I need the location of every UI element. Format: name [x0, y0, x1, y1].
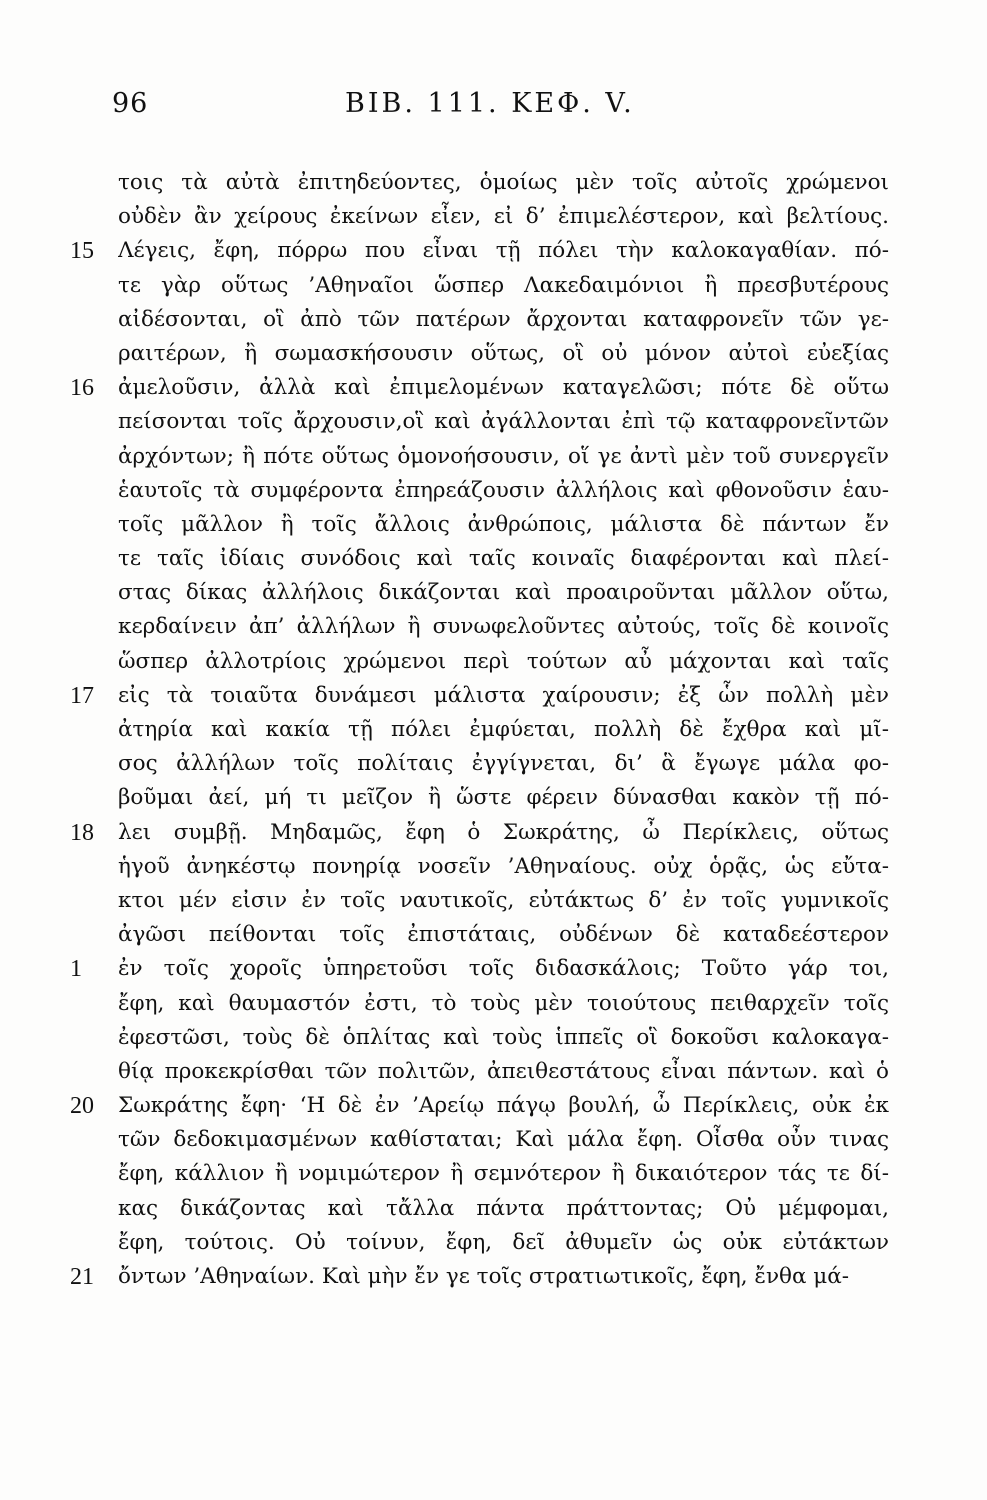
line-text: ὥσπερ ἀλλοτρίοις χρώμενοι περὶ τούτων αὖ μάχονται καὶ ταῖς — [118, 648, 889, 674]
text-line — [70, 1055, 890, 1089]
text-line — [70, 747, 890, 781]
section-marker: 20 — [70, 1093, 94, 1120]
text-line — [70, 713, 890, 747]
text-line — [70, 918, 890, 952]
section-marker: 18 — [70, 819, 94, 846]
body-text — [70, 166, 890, 1294]
text-line — [70, 474, 890, 508]
text-line — [70, 200, 890, 234]
line-text: τοῖς μᾶλλον ἢ τοῖς ἄλλοις ἀνθρώποις, μάλιστα δὲ πάντων ἔν — [118, 511, 889, 537]
line-text: Σωκράτης ἔφη· ‘Η δὲ ἐν ’Αρείῳ πάγῳ βουλή, ὦ Περίκλεις, οὐκ ἐκ — [118, 1093, 889, 1119]
text-line — [70, 576, 890, 610]
text-line — [70, 1260, 890, 1294]
line-text: στας δίκας ἀλλήλοις δικάζονται καὶ προαιροῦνται μᾶλλον οὕτω, — [118, 580, 889, 606]
text-line — [70, 884, 890, 918]
section-marker: 17 — [70, 682, 94, 709]
running-head: ΒΙΒ. 111. ΚΕΦ. V. — [345, 88, 635, 119]
section-marker: 21 — [70, 1264, 94, 1290]
line-text: ἡγοῦ ἀνηκέστῳ πονηρίᾳ νοσεῖν ’Αθηναίους. οὐχ ὁρᾷς, ὡς εὔτα- — [118, 853, 889, 879]
line-text: κας δικάζοντας καὶ τἄλλα πάντα πράττοντας; Οὐ μέμφομαι, — [118, 1195, 889, 1221]
text-line — [70, 440, 890, 474]
line-text: ἔφη, τούτοις. Οὐ τοίνυν, ἔφη, δεῖ ἀθυμεῖν ὡς οὐκ εὐτάκτων — [118, 1229, 889, 1255]
line-text: ὄντων ’Αθηναίων. Καὶ μὴν ἔν γε τοῖς στρατιωτικοῖς, ἔφη, ἔνθα μά- — [118, 1264, 850, 1289]
text-line — [70, 371, 890, 405]
line-text: πείσονται τοῖς ἄρχουσιν,οἳ καὶ ἀγάλλονται ἐπὶ τῷ καταφρονεῖντῶν — [118, 409, 889, 435]
line-text: ἑαυτοῖς τὰ συμφέροντα ἐπηρεάζουσιν ἀλλήλοις καὶ φθονοῦσιν ἑαυ- — [118, 477, 889, 503]
line-text: λει συμβῇ. Μηδαμῶς, ἔφη ὁ Σωκράτης, ὦ Περίκλεις, οὕτως — [118, 819, 889, 845]
text-line — [70, 987, 890, 1021]
text-line — [70, 1089, 890, 1123]
text-line — [70, 405, 890, 439]
line-text: Λέγεις, ἔφη, πόρρω που εἶναι τῇ πόλει τὴν καλοκαγαθίαν. πό- — [118, 238, 889, 264]
text-line — [70, 850, 890, 884]
section-marker: 15 — [70, 238, 94, 265]
text-line — [70, 952, 890, 986]
text-line — [70, 337, 890, 371]
line-text: ἐφεστῶσι, τοὺς δὲ ὁπλίτας καὶ τοὺς ἱππεῖς οἳ δοκοῦσι καλοκαγα- — [118, 1024, 889, 1050]
line-text: ἔφη, καὶ θαυμαστόν ἐστι, τὸ τοὺς μὲν τοιούτους πειθαρχεῖν τοῖς — [118, 990, 889, 1016]
line-text: ἀγῶσι πείθονται τοῖς ἐπιστάταις, οὐδένων δὲ καταδεέστερον — [118, 922, 889, 948]
text-line — [70, 269, 890, 303]
line-text: κερδαίνειν ἀπ’ ἀλλήλων ἢ συνωφελοῦντες αὐτούς, τοῖς δὲ κοινοῖς — [118, 614, 889, 640]
text-line — [70, 781, 890, 815]
line-text: ἐν τοῖς χοροῖς ὑπηρετοῦσι τοῖς διδασκάλοις; Τοῦτο γάρ τοι, — [118, 956, 889, 982]
line-text: κτοι μέν εἰσιν ἐν τοῖς ναυτικοῖς, εὐτάκτως δ’ ἐν τοῖς γυμνικοῖς — [118, 887, 889, 913]
text-line — [70, 234, 890, 268]
line-text: ραιτέρων, ἢ σωμασκήσουσιν οὕτως, οἳ οὐ μόνον αὐτοὶ εὐεξίας — [118, 340, 889, 366]
text-line — [70, 1226, 890, 1260]
line-text: ἀρχόντων; ἢ πότε οὕτως ὁμονοήσουσιν, οἵ γε ἀντὶ μὲν τοῦ συνεργεῖν — [118, 443, 889, 469]
text-line — [70, 1123, 890, 1157]
line-text: τε γὰρ οὕτως ’Αθηναῖοι ὥσπερ Λακεδαιμόνιοι ἢ πρεσβυτέρους — [118, 272, 889, 298]
line-text: τῶν δεδοκιμασμένων καθίσταται; Καὶ μάλα ἔφη. Οἶσθα οὖν τινας — [118, 1127, 889, 1153]
text-line — [70, 816, 890, 850]
line-text: σος ἀλλήλων τοῖς πολίταις ἐγγίγνεται, δι’ ἃ ἔγωγε μάλα φο- — [118, 751, 889, 777]
text-line — [70, 610, 890, 644]
text-line — [70, 679, 890, 713]
text-line — [70, 166, 890, 200]
line-text: ἀτηρία καὶ κακία τῇ πόλει ἐμφύεται, πολλὴ δὲ ἔχθρα καὶ μῖ- — [118, 717, 889, 742]
line-text: τοις τὰ αὐτὰ ἐπιτηδεύοντες, ὁμοίως μὲν τοῖς αὐτοῖς χρώμενοι — [118, 170, 889, 195]
page-header — [112, 88, 882, 128]
line-text: τε ταῖς ἰδίαις συνόδοις καὶ ταῖς κοιναῖς διαφέρονται καὶ πλεί- — [118, 546, 889, 572]
text-line — [70, 542, 890, 576]
text-line — [70, 508, 890, 542]
text-line — [70, 645, 890, 679]
line-text: εἰς τὰ τοιαῦτα δυνάμεσι μάλιστα χαίρουσιν; ἐξ ὧν πολλὴ μὲν — [118, 682, 889, 708]
text-line — [70, 1157, 890, 1191]
line-text: βοῦμαι ἀεί, μή τι μεῖζον ἢ ὥστε φέρειν δύνασθαι κακὸν τῇ πό- — [118, 785, 889, 811]
page-number: 96 — [112, 88, 149, 119]
line-text: αἰδέσονται, οἳ ἀπὸ τῶν πατέρων ἄρχονται καταφρονεῖν τῶν γε- — [118, 306, 889, 332]
section-marker: 16 — [70, 375, 94, 402]
line-text: οὐδὲν ἂν χείρους ἐκείνων εἶεν, εἰ δ’ ἐπιμελέστερον, καὶ βελτίους. — [118, 204, 889, 230]
text-line — [70, 1192, 890, 1226]
text-line — [70, 1021, 890, 1055]
section-marker: 1 — [70, 956, 82, 983]
line-text: ἔφη, κάλλιον ἢ νομιμώτερον ἢ σεμνότερον ἢ δικαιότερον τάς τε δί- — [118, 1161, 889, 1187]
line-text: θίᾳ προκεκρίσθαι τῶν πολιτῶν, ἀπειθεστάτους εἶναι πάντων. καὶ ὁ — [118, 1058, 889, 1084]
text-line — [70, 303, 890, 337]
line-text: ἀμελοῦσιν, ἀλλὰ καὶ ἐπιμελομένων καταγελῶσι; πότε δὲ οὕτω — [118, 375, 889, 401]
